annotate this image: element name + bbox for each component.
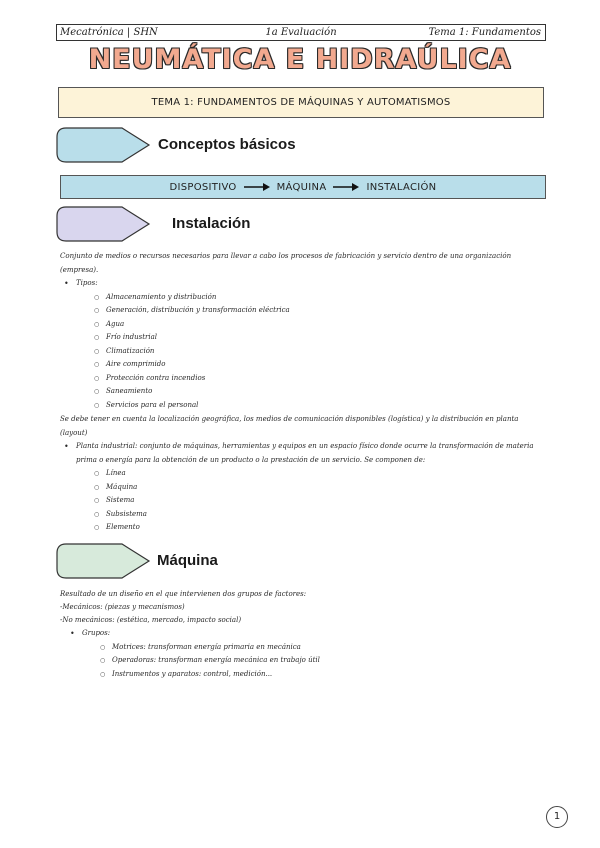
list-item: ○ Frío industrial [94, 331, 534, 345]
flow-item-maquina: MÁQUINA [276, 181, 327, 193]
planta-definition: Planta industrial: conjunto de máquinas, herramientas y equipos en un espacio físico donde ocurre la transformación de materia prima o energía para la obtención de un producto o la prestación de un servicio. Se componen de: [76, 442, 534, 464]
maquina-definition: Resultado de un diseño en el que intervienen dos grupos de factores: [60, 590, 307, 598]
list-item: ○ Protección contra incendios [94, 372, 534, 386]
instalacion-definition: Conjunto de medios o recursos necesarios para llevar a cabo los procesos de fabricación y servicio dentro de una organización (empresa). [60, 252, 512, 274]
tipos-list [64, 277, 534, 412]
list-item: ○ Elemento [94, 521, 534, 535]
grupos-list [70, 627, 540, 681]
list-item: ○ Motrices: transforman energía primaria en mecánica [100, 641, 540, 655]
planta-list [64, 440, 534, 535]
list-item: ○ Operadoras: transforman energía mecánica en trabajo útil [100, 654, 540, 668]
header-left: Mecatrónica | SHN [60, 27, 158, 38]
section-tab-conceptos [56, 127, 151, 163]
right-arrow-icon [332, 182, 360, 192]
list-item: ○ Instrumentos y aparatos: control, medición... [100, 668, 540, 682]
section-title-instalacion: Instalación [172, 215, 251, 232]
section-tab-maquina [56, 543, 151, 579]
list-item: ○ Almacenamiento y distribución [94, 291, 534, 305]
section-title-conceptos: Conceptos básicos [158, 136, 296, 153]
main-title: NEUMÁTICA E HIDRAÚLICA [88, 44, 512, 75]
list-item: ○ Servicios para el personal [94, 399, 534, 413]
topic-banner: TEMA 1: FUNDAMENTOS DE MÁQUINAS Y AUTOMATISMOS [58, 87, 544, 118]
list-item: ○ Climatización [94, 345, 534, 359]
right-arrow-icon [243, 182, 271, 192]
flow-item-instalacion: INSTALACIÓN [366, 181, 437, 193]
list-item: ○ Máquina [94, 481, 534, 495]
list-item: ○ Agua [94, 318, 534, 332]
instalacion-note: Se debe tener en cuenta la localización geográfica, los medios de comunicación disponibles (logística) y la distribución en planta (layout) [60, 415, 519, 437]
flow-item-dispositivo: DISPOSITIVO [169, 181, 237, 193]
list-item: ○ Línea [94, 467, 534, 481]
maquina-mecanicos: -Mecánicos: (piezas y mecanismos) [60, 603, 185, 611]
header-center: 1a Evaluación [265, 27, 337, 38]
header-right: Tema 1: Fundamentos [428, 27, 541, 38]
grupos-label: Grupos: [82, 629, 111, 637]
section-title-maquina: Máquina [157, 552, 218, 569]
list-item: ○ Sistema [94, 494, 534, 508]
list-item: ○ Subsistema [94, 508, 534, 522]
list-item [64, 277, 534, 412]
list-item: ○ Generación, distribución y transformación eléctrica [94, 304, 534, 318]
list-item: ○ Saneamiento [94, 385, 534, 399]
list-item: ○ Aire comprimido [94, 358, 534, 372]
page-header [56, 24, 546, 41]
page-number: 1 [546, 806, 568, 828]
list-item [70, 627, 540, 681]
tipos-label: Tipos: [76, 279, 98, 287]
maquina-no-mecanicos: -No mecánicos: (estética, mercado, impacto social) [60, 616, 242, 624]
list-item [64, 440, 534, 535]
flow-diagram [60, 175, 546, 199]
section-tab-instalacion [56, 206, 151, 242]
